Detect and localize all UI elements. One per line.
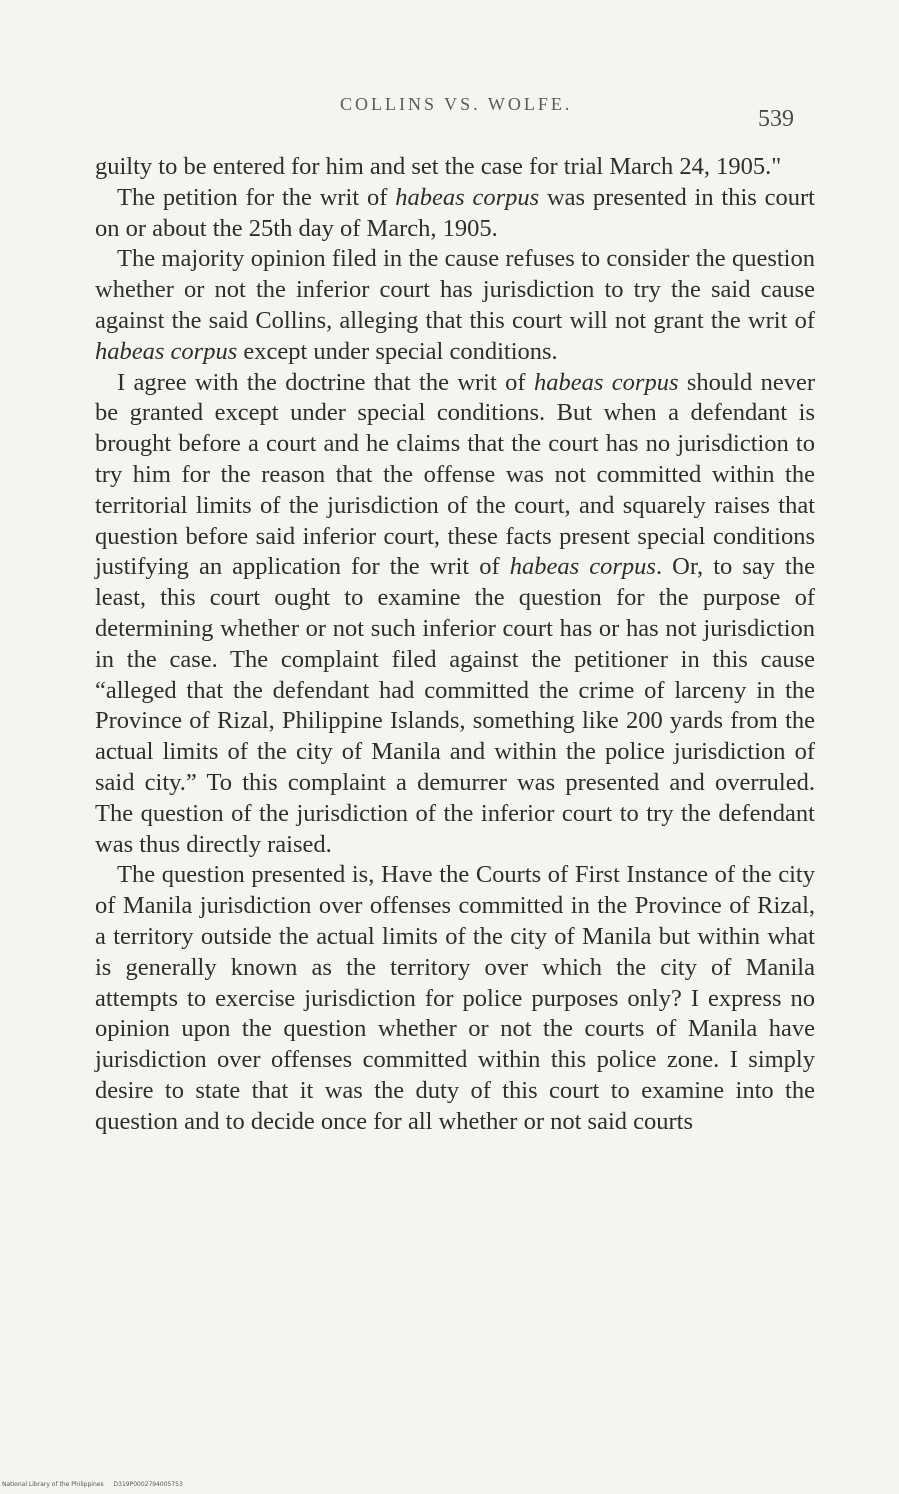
body-text xyxy=(95,152,815,1138)
paragraph-2: The petition for the writ of habeas corpus was presented in this court on or about the 25th day of March, 1905. xyxy=(95,183,815,242)
running-title: COLLINS VS. WOLFE. xyxy=(340,94,573,114)
running-head xyxy=(0,88,899,132)
page-number: 539 xyxy=(758,106,794,132)
footer-code: D319P0002794005753 xyxy=(113,1481,183,1488)
paragraph-4: I agree with the doctrine that the writ of habeas corpus should never be granted except under special conditions. But when a defendant is brought before a court and he claims that the court has no jurisdiction to try him for the reason that the offense was not committed within the territorial limits of the jurisdiction of the court, and squarely raises that question before said inferior court, these facts present special conditions justifying an application for the writ of habeas corpus. Or, to say the least, this court ought to examine the question for the purpose of determining whether or not such inferior court has or has not jurisdiction in the case. The complaint filed against the petitioner in this cause “alleged that the defendant had committed the crime of larceny in the Province of Rizal, Philippine Islands, something like 200 yards from the actual limits of the city of Manila and within the police jurisdiction of said city.” To this complaint a demurrer was presented and overruled. The question of the jurisdiction of the inferior court to try the defendant was thus directly raised. xyxy=(95,368,816,858)
italic-term: habeas corpus xyxy=(395,183,540,211)
footer-library: National Library of the Philippines xyxy=(2,1481,104,1488)
paragraph-3: The majority opinion filed in the cause refuses to consider the question whether or not the inferior court has jurisdiction to try the said cause against the said Collins, alleging that this court will not grant the writ of habeas corpus except under special conditions. xyxy=(95,245,815,365)
scan-footer xyxy=(2,1481,191,1488)
italic-term: habeas corpus xyxy=(95,337,238,365)
italic-term: habeas corpus xyxy=(533,368,679,396)
italic-term: habeas corpus xyxy=(509,553,656,581)
paragraph-5: The question presented is, Have the Courts of First Instance of the city of Manila jurisdiction over offenses committed in the Province of Rizal, a territory outside the actual limits of the city of Manila but within what is generally known as the territory over which the city of Manila attempts to exercise jurisdiction for police purposes only? I express no opinion upon the question whether or not the courts of Manila have jurisdiction over offenses committed within this police zone. I simply desire to state that it was the duty of this court to examine into the question and to decide once for all whether or not said courts xyxy=(95,861,815,1135)
paragraph-1: guilty to be entered for him and set the case for trial March 24, 1905." xyxy=(95,153,782,180)
